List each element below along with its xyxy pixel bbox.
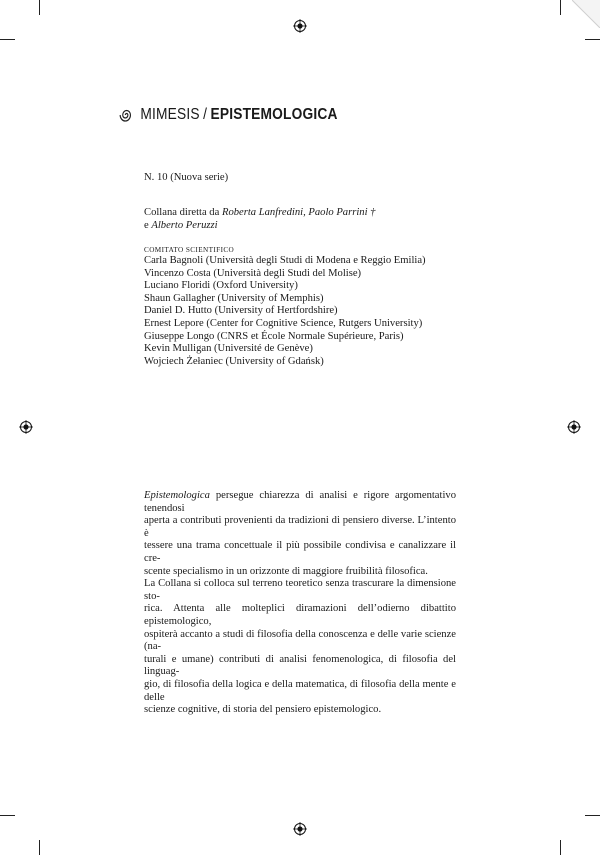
series-name-italic: Epistemologica [144, 490, 210, 501]
description-line: rica. Attenta alle molteplici diramazioni dell’odierno dibattito epistemologico, [144, 603, 456, 627]
crop-mark [585, 39, 600, 40]
editors-conjunction: e [144, 219, 149, 231]
crop-mark [39, 840, 40, 855]
registration-mark-icon [293, 19, 307, 33]
committee-member: Daniel D. Hutto (University of Hertfordshire) [144, 305, 338, 317]
description-paragraph [144, 490, 456, 578]
crop-mark [560, 0, 561, 15]
registration-mark-icon [567, 420, 581, 434]
description-line: scienze cognitive, di storia del pensiero epistemologico. [144, 704, 382, 716]
series-name: EPISTEMOLOGICA [210, 106, 338, 123]
committee-member: Giuseppe Longo (CNRS et École Normale Supérieure, Paris) [144, 330, 404, 342]
issue-number: N. 10 (Nuova serie) [144, 172, 229, 183]
description-line: aperta a contributi provenienti da tradizioni di pensiero diverse. L’intento è [144, 515, 456, 539]
crop-mark [585, 815, 600, 816]
description-line: La Collana si colloca sul terreno teoretico senza trascurare la dimensione sto- [144, 578, 456, 602]
crop-mark [560, 840, 561, 855]
publisher-name: MIMESIS [140, 106, 200, 123]
corner-fold-icon [572, 0, 600, 28]
committee-member: Shaun Gallagher (University of Memphis) [144, 292, 324, 304]
editors-prefix: Collana diretta da [144, 207, 220, 218]
committee-member: Vincenzo Costa (Università degli Studi del Molise) [144, 267, 362, 279]
spiral-logo-icon [118, 107, 135, 123]
description-line: turali e umane) contributi di analisi fenomenologica, di filosofia del linguag- [144, 653, 456, 678]
registration-mark-icon [19, 420, 33, 434]
crop-mark [0, 815, 15, 816]
description-line: ospiterà accanto a studi di filosofia della conoscenza e delle varie scienze (na- [144, 628, 456, 653]
crop-mark [0, 39, 15, 40]
editors-block [144, 207, 375, 232]
header-separator: / [203, 106, 208, 123]
description-line: gio, di filosofia della logica e della matematica, di filosofia della mente e delle [144, 678, 456, 703]
series-description [144, 490, 456, 717]
committee-member: Kevin Mulligan (Université de Genève) [144, 343, 313, 355]
editors-names-2: Alberto Peruzzi [151, 219, 218, 231]
committee-member: Wojciech Żełaniec (University of Gdańsk) [144, 355, 324, 367]
committee-member: Carla Bagnoli (Università degli Studi di Modena e Reggio Emilia) [144, 255, 426, 266]
editors-names: Roberta Lanfredini, Paolo Parrini † [221, 207, 376, 218]
description-line: scente specialismo in un orizzonte di maggiore fruibilità filosofica. [144, 565, 428, 577]
series-header [118, 106, 338, 124]
description-line [144, 490, 456, 515]
committee-member: Ernest Lepore (Center for Cognitive Science, Rutgers University) [144, 317, 423, 329]
scientific-committee [144, 245, 426, 368]
description-line: tessere una trama concettuale il più possibile condivisa e canalizzare il cre- [144, 540, 456, 564]
committee-member: Luciano Floridi (Oxford University) [144, 280, 298, 292]
registration-mark-icon [293, 822, 307, 836]
committee-heading: COMITATO SCIENTIFICO [144, 246, 235, 254]
crop-mark [39, 0, 40, 15]
description-paragraph [144, 578, 456, 717]
description-text: persegue chiarezza di analisi e rigore argomentativo tenendosi [144, 490, 456, 514]
